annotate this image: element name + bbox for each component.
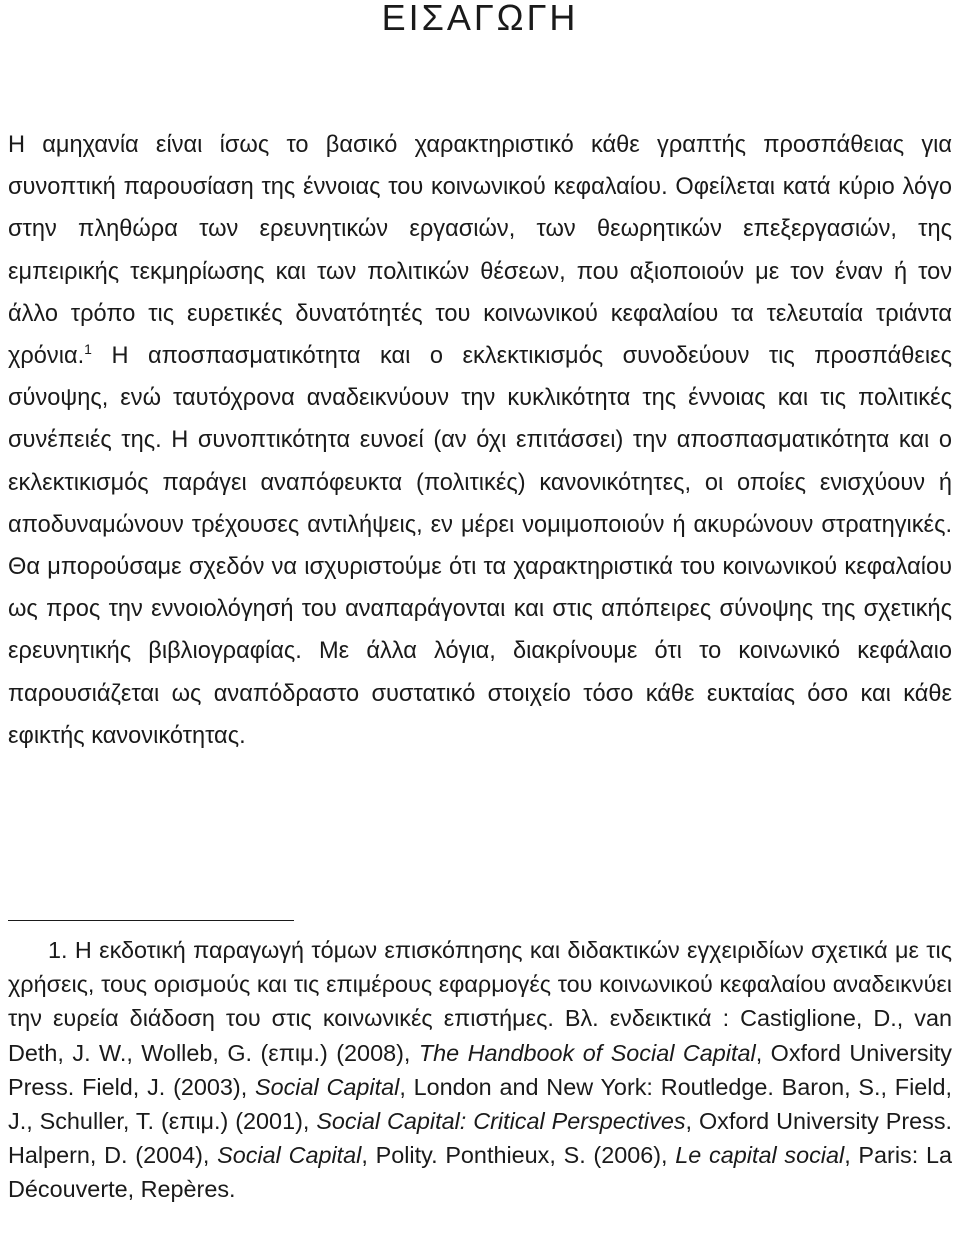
- body-paragraph: [8, 124, 952, 757]
- footnote-1: [8, 933, 952, 1207]
- body-text-part-2: Η αποσπασματικότητα και ο εκλεκτικισμός συνοδεύουν τις προσπάθειες σύνοψης, ενώ ταυτόχρονα αναδεικνύουν την κυκλικότητα της έννοιας και τις πολιτικές συνέπειές της. Η συνοπτικότητα ευνοεί (αν όχι επιτάσσει) την αποσπασματικότητα και ο εκλεκτικισμός παράγει αναπόφευκτα (πολιτικές) κανονικότητες, οι οποίες ενισχύουν ή αποδυναμώνουν τρέχουσες αντιλήψεις, εν μέρει νομιμοποιούν ή ακυρώνουν στρατηγικές. Θα μπορούσαμε σχεδόν να ισχυριστούμε ότι τα χαρακτηριστικά του κοινωνικού κεφαλαίου ως προς την εννοιολόγησή του αναπαράγονται και στις απόπειρες σύνοψης της σχετικής ερευνητικής βιβλιογραφίας. Με άλλα λόγια, διακρίνουμε ότι το κοινωνικό κεφάλαιο παρουσιάζεται ως αναπόδραστο συστατικό στοιχείο τόσο κάθε ευκταίας όσο και κάθε εφικτής κανονικότητας.: [8, 343, 952, 749]
- footnote-text: , London and New York: Routledge. Baron, S., Field, J., Schuller, T. (επιμ.) (2001),: [8, 1073, 952, 1135]
- footnote-divider: [8, 920, 294, 921]
- footnote-book-title: Social Capital: [217, 1142, 362, 1169]
- chapter-title: ΕΙΣΑΓΩΓΗ: [381, 0, 579, 38]
- footnote-text: , Oxford University Press. Halpern, D. (2004),: [8, 1108, 953, 1169]
- footnote-text: 1. Η εκδοτική παραγωγή τόμων επισκόπησης και διδακτικών εγχειριδίων σχετικά με τις χρήσεις, τους ορισμούς και τις επιμέρους εφαρμογές του κοινωνικού κεφαλαίου αναδεικνύει την ευρεία διάδοση του στις κοινωνικές επιστήμες. Βλ. ενδεικτικά : Castiglione, D., van Deth, J. W., Wolleb, G. (επιμ.) (2008),: [8, 937, 952, 1066]
- footnote-reference[interactable]: 1: [84, 341, 92, 358]
- footnote-book-title: Social Capital: [255, 1073, 400, 1100]
- footnote-text: , Oxford University Press. Field, J. (2003),: [8, 1039, 952, 1100]
- footnote-text: , Polity. Ponthieux, S. (2006),: [361, 1142, 676, 1169]
- body-text-part-1: Η αμηχανία είναι ίσως το βασικό χαρακτηριστικό κάθε γραπτής προσπάθειας για συνοπτική παρουσίαση της έννοιας του κοινωνικού κεφαλαίου. Οφείλεται κατά κύριο λόγο στην πληθώρα των ερευνητικών εργασιών, των θεωρητικών επεξεργασιών, της εμπειρικής τεκμηρίωσης και των πολιτικών θέσεων, που αξιοποιούν με τον έναν ή τον άλλο τρόπο τις ευρετικές δυνατότητές του κοινωνικού κεφαλαίου τα τελευταία τριάντα χρόνια.: [8, 132, 952, 370]
- footnote-text: , Paris: La Découverte, Repères.: [8, 1142, 952, 1203]
- footnote-book-title: Le capital social: [675, 1142, 845, 1169]
- footnote-book-title: The Handbook of Social Capital: [418, 1039, 756, 1066]
- footnote-book-title: Social Capital: Critical Perspectives: [316, 1108, 686, 1135]
